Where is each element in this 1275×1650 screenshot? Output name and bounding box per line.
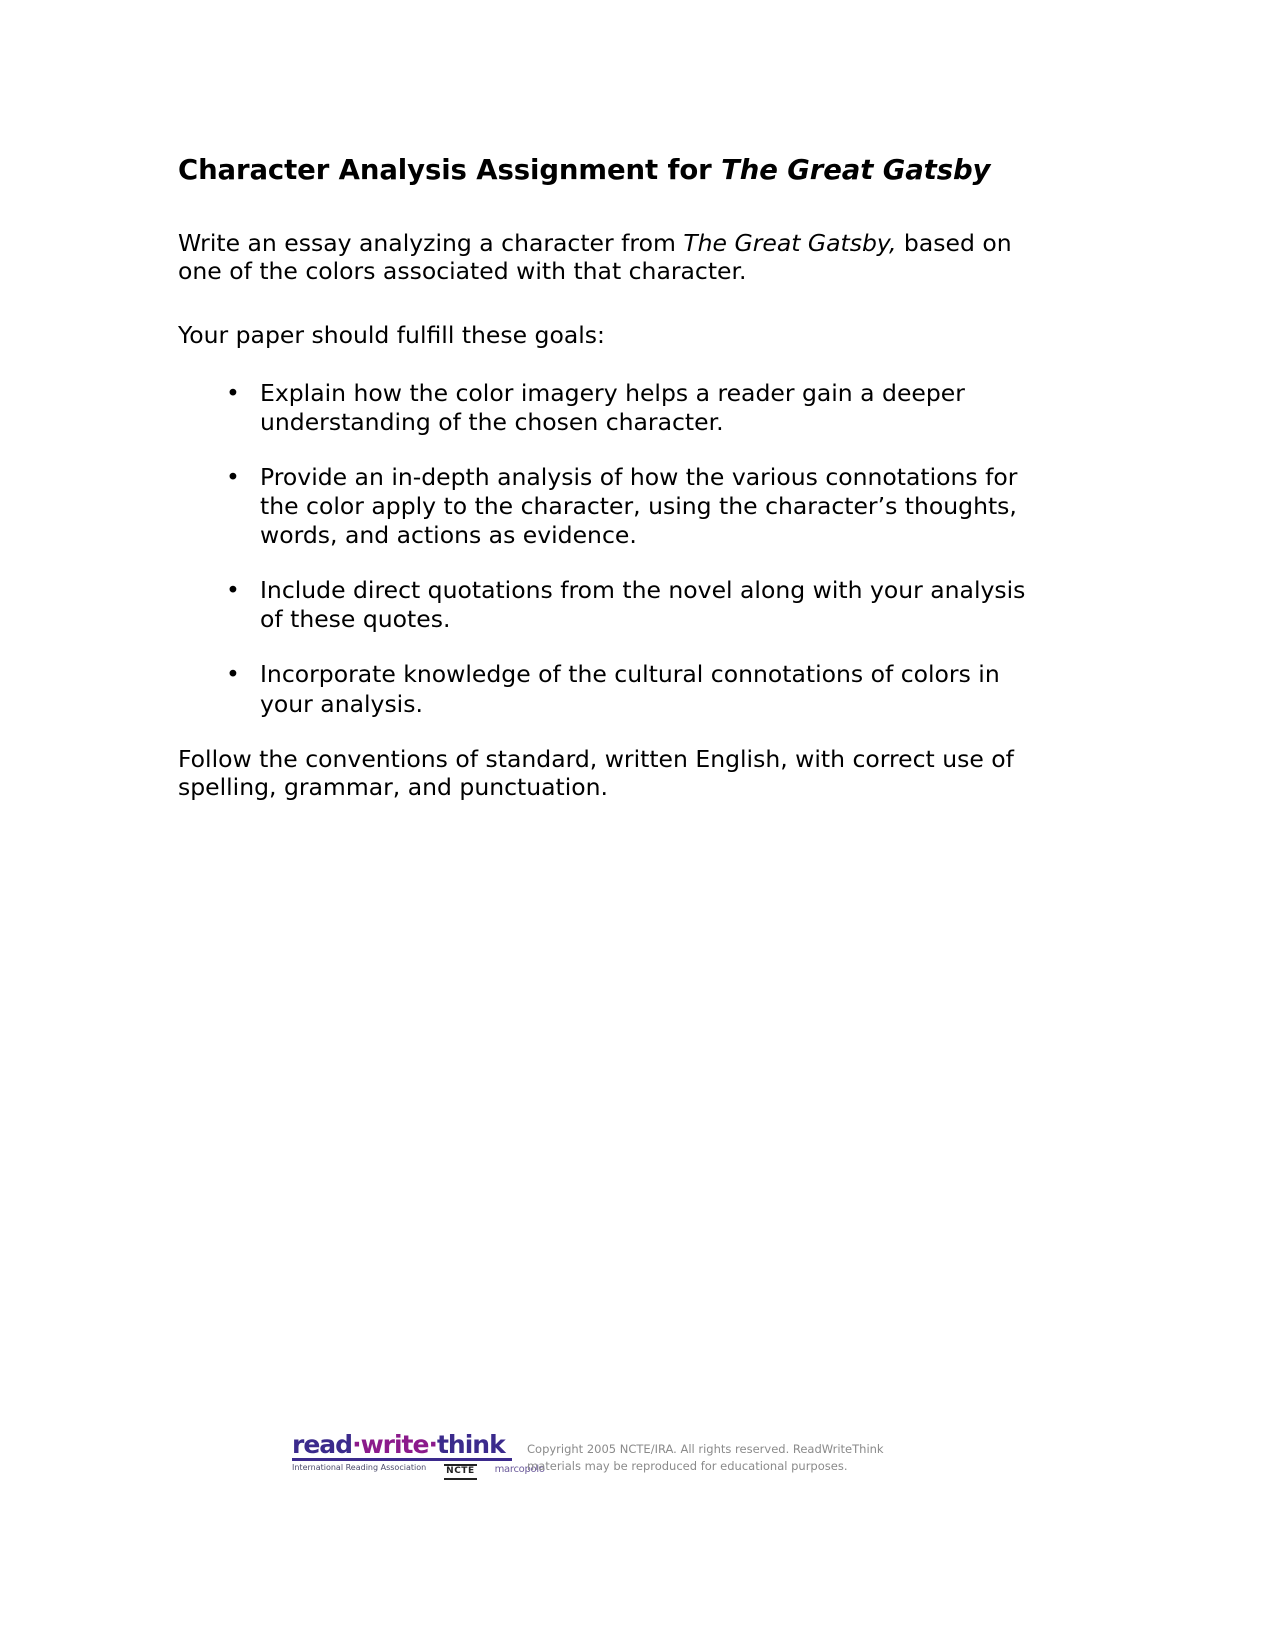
bullet-icon: • [226,576,240,605]
intro-part-2: based on one of the colors associated with that character. [178,228,1012,286]
list-item [178,379,1048,437]
copyright-line-2: materials may be reproduced for educational purposes. [527,1458,848,1473]
logo-dot-1: · [352,1430,361,1459]
page-title [178,155,1048,187]
list-item-text: Include direct quotations from the novel along with your analysis of these quotes. [260,576,1026,634]
bullet-icon: • [226,462,240,491]
logo-dot-2: · [428,1430,437,1459]
list-item [178,576,1048,634]
list-item-text: Provide an in-depth analysis of how the various connotations for the color apply to the character, using the character’s thoughts, words, and actions as evidence. [260,462,1018,550]
closing-paragraph: Follow the conventions of standard, written English, with correct use of spelling, grammar, and punctuation. [178,744,1014,802]
intro-part-1: Write an essay analyzing a character from [178,228,684,257]
partner-ncte-label: NCTE [444,1464,476,1480]
logo-partners [292,1463,545,1480]
spacer [178,719,1048,745]
logo-wordmark [292,1432,514,1457]
logo-think: think [436,1430,505,1459]
logo-read: read [292,1430,353,1459]
spacer [178,350,1048,379]
list-item-text: Incorporate knowledge of the cultural connotations of colors in your analysis. [260,660,1000,718]
list-item-text: Explain how the color imagery helps a reader gain a deeper understanding of the chosen character. [260,378,965,436]
partner-ira-label: International Reading Association [292,1463,427,1472]
spacer [178,187,1048,229]
readwritethink-logo [292,1430,545,1480]
page-title-prefix: Character Analysis Assignment for [178,154,722,186]
copyright-line-1: Copyright 2005 NCTE/IRA. All rights reserved. ReadWriteThink [527,1442,884,1456]
list-item [178,463,1048,550]
intro-book-title: The Great Gatsby, [683,228,897,257]
copyright-notice [527,1441,987,1474]
spacer [178,286,1048,321]
bullet-icon: • [226,378,240,407]
partner-marcopolo-label: marcopolo [494,1464,545,1475]
intro-paragraph [178,229,1048,286]
page-footer [292,1432,992,1492]
logo-write: write [360,1430,429,1459]
bullet-icon: • [226,660,240,689]
goals-list [178,379,1048,719]
document-body [178,155,1048,802]
list-item [178,660,1048,718]
page-title-book: The Great Gatsby [721,154,991,186]
goals-lead-in: Your paper should fulfill these goals: [178,320,605,349]
